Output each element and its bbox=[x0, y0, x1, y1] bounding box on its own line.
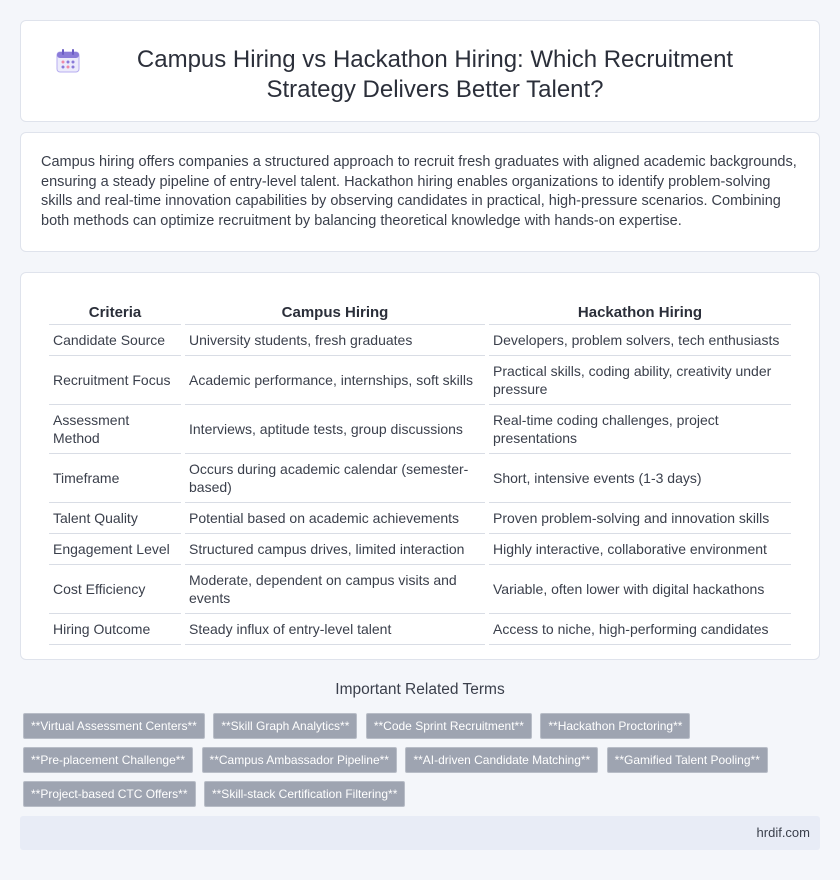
campus-cell: Steady influx of entry-level talent bbox=[185, 614, 485, 645]
table-row bbox=[49, 534, 791, 565]
campus-cell: Academic performance, internships, soft skills bbox=[185, 356, 485, 405]
hackathon-cell: Proven problem-solving and innovation skills bbox=[489, 503, 791, 534]
title-card bbox=[20, 20, 820, 122]
table-row bbox=[49, 565, 791, 614]
related-terms-list bbox=[23, 713, 813, 815]
hackathon-cell: Access to niche, high-performing candidates bbox=[489, 614, 791, 645]
calendar-icon bbox=[55, 48, 81, 74]
table-row bbox=[49, 614, 791, 645]
campus-cell: Interviews, aptitude tests, group discussions bbox=[185, 405, 485, 454]
hackathon-cell: Variable, often lower with digital hackathons bbox=[489, 565, 791, 614]
header-hackathon-hiring: Hackathon Hiring bbox=[489, 295, 791, 325]
criteria-cell: Candidate Source bbox=[49, 325, 181, 356]
campus-cell: Occurs during academic calendar (semester-based) bbox=[185, 454, 485, 503]
related-term-tag[interactable]: **Campus Ambassador Pipeline** bbox=[202, 747, 397, 773]
table-row bbox=[49, 503, 791, 534]
campus-cell: Moderate, dependent on campus visits and events bbox=[185, 565, 485, 614]
related-term-tag[interactable]: **Skill-stack Certification Filtering** bbox=[204, 781, 405, 807]
table-row bbox=[49, 325, 791, 356]
hackathon-cell: Practical skills, coding ability, creativity under pressure bbox=[489, 356, 791, 405]
related-terms-title: Important Related Terms bbox=[335, 681, 505, 698]
table-row bbox=[49, 356, 791, 405]
criteria-cell: Timeframe bbox=[49, 454, 181, 503]
intro-paragraph: Campus hiring offers companies a structured approach to recruit fresh graduates with aligned academic backgrounds, ensuring a steady pipeline of entry-level talent. Hackathon hiring enables organizations to identify problem-solving skills and real-time innovation capabilities by observing candidates in practical, high-pressure scenarios. Combining both methods can optimize recruitment by balancing theoretical knowledge with hands-on expertise. bbox=[41, 154, 797, 229]
hackathon-cell: Short, intensive events (1-3 days) bbox=[489, 454, 791, 503]
hackathon-cell: Highly interactive, collaborative environment bbox=[489, 534, 791, 565]
related-term-tag[interactable]: **Code Sprint Recruitment** bbox=[366, 713, 532, 739]
criteria-cell: Recruitment Focus bbox=[49, 356, 181, 405]
criteria-cell: Assessment Method bbox=[49, 405, 181, 454]
campus-cell: University students, fresh graduates bbox=[185, 325, 485, 356]
related-term-tag[interactable]: **Virtual Assessment Centers** bbox=[23, 713, 205, 739]
comparison-table bbox=[45, 295, 795, 645]
table-row bbox=[49, 405, 791, 454]
campus-cell: Potential based on academic achievements bbox=[185, 503, 485, 534]
criteria-cell: Engagement Level bbox=[49, 534, 181, 565]
criteria-cell: Hiring Outcome bbox=[49, 614, 181, 645]
related-term-tag[interactable]: **Hackathon Proctoring** bbox=[540, 713, 690, 739]
hackathon-cell: Real-time coding challenges, project presentations bbox=[489, 405, 791, 454]
footer-site-link[interactable]: hrdif.com bbox=[756, 825, 810, 840]
related-term-tag[interactable]: **Project-based CTC Offers** bbox=[23, 781, 196, 807]
related-term-tag[interactable]: **Pre-placement Challenge** bbox=[23, 747, 193, 773]
comparison-card bbox=[20, 272, 820, 660]
related-term-tag[interactable]: **Gamified Talent Pooling** bbox=[607, 747, 768, 773]
campus-cell: Structured campus drives, limited interaction bbox=[185, 534, 485, 565]
intro-card bbox=[20, 132, 820, 252]
criteria-cell: Talent Quality bbox=[49, 503, 181, 534]
table-row bbox=[49, 454, 791, 503]
criteria-cell: Cost Efficiency bbox=[49, 565, 181, 614]
table-header-row bbox=[49, 295, 791, 325]
page-title: Campus Hiring vs Hackathon Hiring: Which Recruitment Strategy Delivers Better Talent? bbox=[136, 46, 734, 103]
header-criteria: Criteria bbox=[49, 295, 181, 325]
related-term-tag[interactable]: **AI-driven Candidate Matching** bbox=[405, 747, 598, 773]
header-campus-hiring: Campus Hiring bbox=[185, 295, 485, 325]
footer-bar bbox=[20, 816, 820, 850]
related-term-tag[interactable]: **Skill Graph Analytics** bbox=[213, 713, 357, 739]
hackathon-cell: Developers, problem solvers, tech enthusiasts bbox=[489, 325, 791, 356]
